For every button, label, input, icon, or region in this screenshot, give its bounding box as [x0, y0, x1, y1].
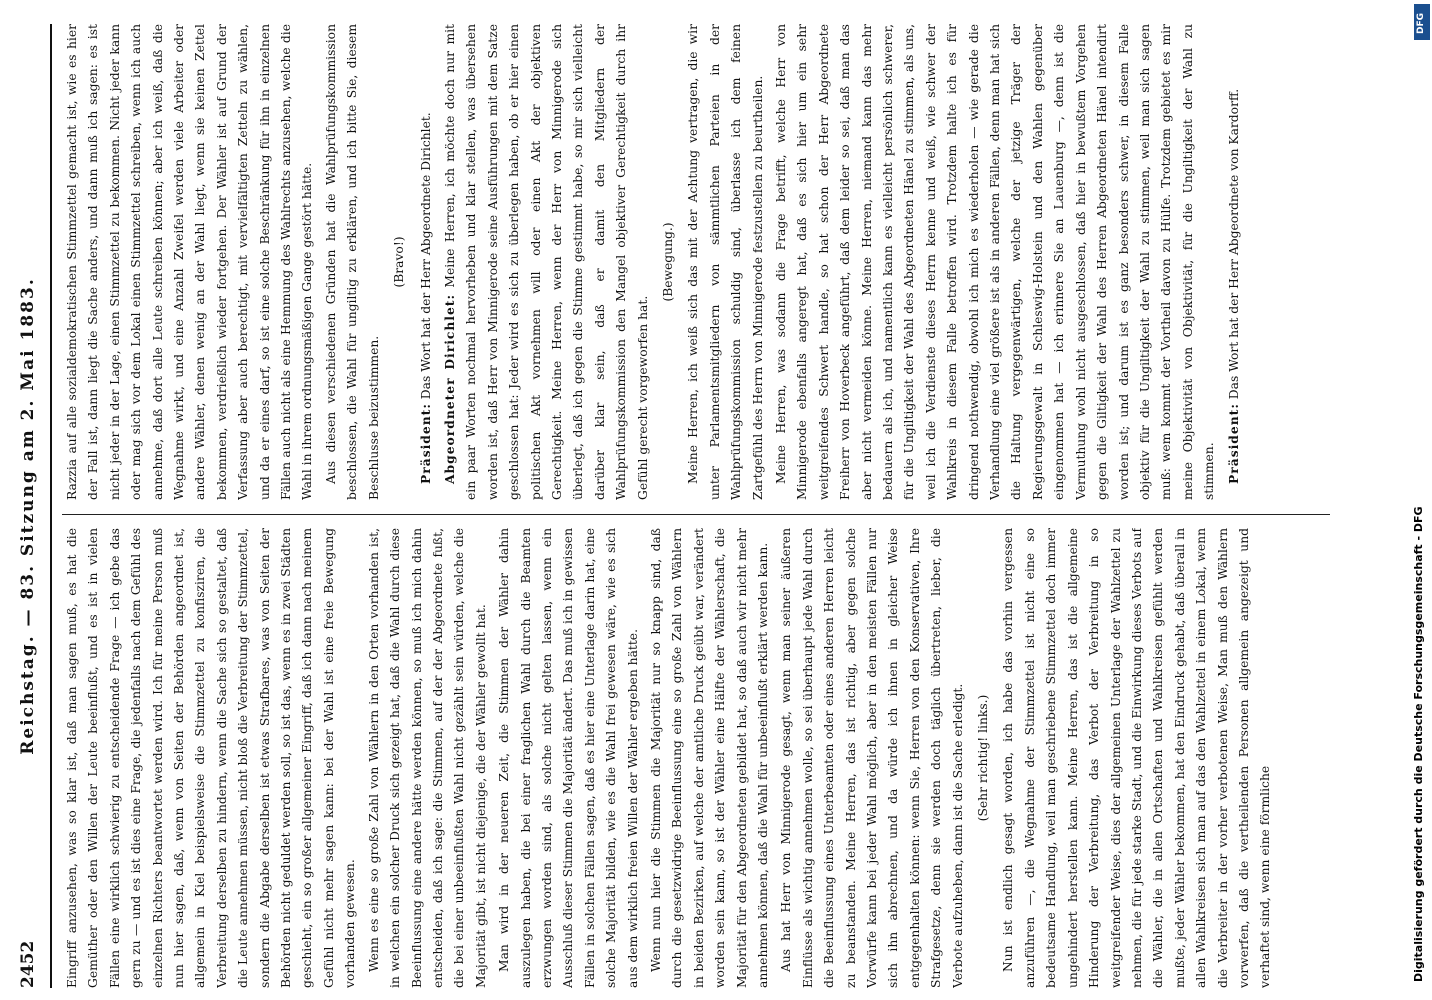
paragraph: Razzia auf alle sozialdemokratischen Stimmzettel gemacht ist, wie es hier der Fall ist, dann liegt die Sache anders, und dann muß ich sagen: es ist nicht jeder in der Lage, einen Stimmzettel zu bekommen. Nicht jeder kann oder mag sich vor dem Lokal einen Stimmzettel schreiben, wenn ich auch annehme, daß dort alle Leute schreiben können; aber ich weiß, daß die Wegnahme wirkt, und eine Anzahl Zweifel werden viele Arbeiter oder andere Wähler, denen wenig an der Wahl liegt, wenn sie keinen Zettel bekommen, verdrießlich wieder fortgehen. Der Wähler ist auf Grund der Verfassung aber auch berechtigt, mit vervielfältigten Zetteln zu wählen, und da er eines darf, so ist eine solche Beschränkung für ihn in einzelnen Fällen auch nicht als eine Hemmung des Wahlrechts anzusehen, welche die Wahl in ihrem ordnungsmäßigen Gange gestört hätte. — [65, 24, 315, 500]
speech-text: Das Wort hat der Herr Abgeordnete von Kardorff. — [1226, 88, 1241, 400]
speaker-name: Abgeordneter Dirichlet: — [441, 293, 457, 484]
paragraph: Eingriff anzusehen, was so klar ist, daß man sagen muß, es hat die Gemüther oder den Willen der Leute beeinflußt, und es ist in vielen Fällen eine wirklich schwierig zu entscheidende Frage — ich gebe das gern zu — und es ist dies eine Frage, die jedenfalls nach dem Gefühl des einzelnen Richters beantwortet werden wird. Ich für meine Person muß nun hier sagen, daß, wenn von Seiten der Behörden angeordnet ist, allgemein in Kiel beispielsweise die Stimmzettel zu konfisziren, die Verbreitung derselben zu hindern, wenn die Sache sich so gestaltet, daß die Leute annehmen müssen, nicht bloß die Verbreitung der Stimmzettel, sondern die Abgabe derselben ist etwas Strafbares, was von Seiten der Behörden nicht geduldet werden soll, so ist das, wenn es in zwei Städten geschieht, ein so großer allgemeiner Eingriff, daß ich dann nach meinem Gefühl nicht mehr sagen kann: bei der Wahl ist eine freie Bewegung vorhanden gewesen. — [65, 528, 358, 988]
paragraph: Meine Herren, ich weiß sich das mit der Achtung vertragen, die wir unter Parlamentsmitgliedern von sämmtlichen Parteien in der Wahlprüfungskommission schuldig sind, überlasse ich dem feinen Zartgefühl des Herrn von Minnigerode festzustellen zu beurtheilen. — [686, 24, 765, 500]
speaker-name: Präsident: — [417, 403, 433, 484]
running-header — [16, 24, 46, 988]
right-column — [62, 24, 1340, 500]
column-divider — [62, 514, 1330, 515]
paragraph: Meine Herren, was sodann die Frage betrifft, welche Herr von Minnigerode ebenfalls angeregt hat, daß es sich hier um ein sehr weitgreifendes Schwert handle, so hat schon der Herr Abgeordnete Freiherr von Hoverbeck angeführt, daß dem leider so sei, daß man das aber nicht vermeiden könne. Meine Herren, niemand kann das mehr bedauern als ich, und namentlich kann es vielleicht persönlich schwerer, für die Ungiltigkeit der Wahl des Abgeordneten Hänel zu stimmen, als uns, weil ich die Verdienste dieses Herrn kenne und weiß, wie schwer der Wahlkreis in diesem Falle betroffen wird. Trotzdem halte ich es für dringend nothwendig, obwohl ich mich es wiederholen — wie gerade die Verhandlung eine viel größere ist als in anderen Fällen, denn man hat sich die Haltung vergegenwärtigen, welche der jetzige Träger der Regierungsgewalt in Schleswig-Holstein und den Wahlen gegenüber eingenommen hat — ich erinnere Sie an Lauenburg —, denn ist die Vermuthung wohl nicht ausgeschlossen, daß hier in bewußtem Vorgehen gegen die Giltigkeit der Wahl des Herren Abgeordneten Hänel intendirt worden ist; und darum ist es ganz besonders schwer, in diesem Falle objektiv für die Ungiltigkeit der Wahl zu stimmen, weil man sich sagen muß: wem kommt der Vortheil davon zu Hülfe. Trotzdem gebietet es mir meine Objektivität von Objektivität, für die Ungiltigkeit der Wahl zu stimmen. — [774, 24, 1217, 500]
speech-dirichlet — [439, 24, 654, 500]
dfg-logo-text: DFG — [1416, 12, 1426, 34]
header-rule — [50, 24, 52, 988]
speech-text: Meine Herren, ich möchte doch nur mit ein paar Worten nochmal hervorheben und klar stellen, was übersehen worden ist, daß Herr von Minnigerode seine Ausführungen mit dem Satze geschlossen hat: Jeder wird es sich zu überlegen haben, ob er hier einen politischen Akt vornehmen will oder einen Akt der objektiven Gerechtigkeit. Meine Herren, wenn der Herr von Minnigerode sich überlegt, daß ich gegen die Stimme gestimmt habe, so mir sich vielleicht darüber klar sein, daß er damit den Mitgliedern der Wahlprüfungskommission den Mangel objektiver Gerechtigkeit durch ihr Gefühl gerecht vorgeworfen hat. — [442, 24, 650, 500]
speaker-name: Präsident: — [1225, 403, 1241, 484]
digitization-credit: Digitalisierung gefördert durch die Deutsche Forschungsgemeinschaft - DFG — [1412, 506, 1425, 982]
bravo-note: (Bravo!) — [392, 236, 407, 288]
paragraph: Aus diesen verschiedenen Gründen hat die Wahlprüfungskommission beschlossen, die Wahl für ungiltig zu erklären, und ich bitte Sie, diesem Beschlusse beizustimmen. — [323, 24, 381, 500]
president-remark — [1223, 24, 1245, 500]
speech-text: Das Wort hat der Herr Abgeordnete Dirichlet. — [418, 112, 433, 400]
paragraph: Nun ist endlich gesagt worden, ich habe das vorhin vergessen anzuführen —, die Wegnahme der Stimmzettel ist nicht eine so bedeutsame Handlung, weil man geschriebene Stimmzettel doch immer ungehindert herstellen kann. Meine Herren, das ist die allgemeine Hinderung der Verbreitung, das Verbot der Verbreitung in so weitgreifender Weise, dies der allgemeinen Unterlage der Wahlzettel zu nehmen, die für jede starke Stadt, und die Einwirkung dieses Verbots auf die Wähler, die in allen Ortschaften und Wahlkreisen gefühlt werden mußte, jeder Wähler bekommen, hat den Eindruck gehabt, daß überall in allen Wahlkreisen sich man auf das den Wahlzettel in einem Lokal, wenn die Verbreiter in der vorher verbotenen Weise, Man muß den Wählern vorwerfen, daß die vertheilenden Personen allgemein angezeigt und verhaftet sind, wenn eine förmliche — [1001, 528, 1273, 988]
bewegung-note: (Bewegung.) — [660, 222, 675, 302]
paragraph: Man wird in der neueren Zeit, die Stimmen der Wähler dahin auszulegen haben, die bei einer fraglichen Wahl durch die Beamten erzwungen worden sind, als solche nicht gelten lassen, wenn ein Ausschluß dieser Stimmen die Majorität ändert. Das muß ich in gewissen Fällen in solchen Fällen sagen, daß es hier eine Unterlage darin hat, eine solche Majorität bilden, wie es die Wahl frei gewesen wäre, wie es sich aus dem wirklich freien Willen der Wähler ergeben hätte. — [497, 528, 640, 988]
president-remark — [415, 24, 437, 500]
paragraph: Aus hat Herr von Minnigerode gesagt, wenn man seiner äußeren Einflüsse als wichtig annehmen wolle, so sei überhaupt jede Wahl durch die Beeinflussung eines Unterbeamten oder eines anderen Herren leicht zu beanstanden. Meine Herren, das ist richtig, aber gegen solche Vorwürfe kann bei jeder Wahl möglich, aber in den meisten Fällen nur sich ihn abrechnen, und da würde ich ihnen in gleicher Weise entgegenhalten können: wenn Sie, Herren von den Konservativen, Ihre Strafgesetze, denn sie werden doch täglich übertreten, lieber, die Verbote aufzuheben, dann ist die Sache erledigt. — [779, 528, 965, 988]
running-head-title: Reichstag. — 83. Sitzung am 2. Mai 1883. — [18, 277, 38, 755]
dfg-logo — [1414, 4, 1430, 40]
applause-note: (Sehr richtig! links.) — [976, 694, 991, 822]
left-column — [62, 528, 1340, 988]
paragraph: Wenn nun hier die Stimmen die Majorität nur so knapp sind, daß durch die gesetzwidrige Beeinflussung eine so große Zahl von Wählern in beiden Bezirken, auf welche der amtliche Druck geübt war, verändert worden sein kann, so ist der Wähler eine Hälfte der Wählerschaft, die Majorität für den Abgeordneten gebildet hat, so daß auch wir nicht mehr annehmen können, daß die Wahl für unbeeinflußt erklärt werden kann. — [648, 528, 770, 988]
paragraph: Wenn es eine so große Zahl von Wählern in den Orten vorhanden ist, in welchen ein solcher Druck sich gezeigt hat, daß die Wahl durch diese Beeinflussung eine andere hätte werden können, so muß ich mich dahin entscheiden, daß ich sage: die Stimmen, auf der der Abgeordnete fußt, die bei einer unbeeinflußten Wahl nicht gezählt sein würden, welche die Majorität gibt, ist nicht diejenige, die der Wähler gewollt hat. — [366, 528, 488, 988]
page-number: 2452 — [18, 940, 38, 988]
